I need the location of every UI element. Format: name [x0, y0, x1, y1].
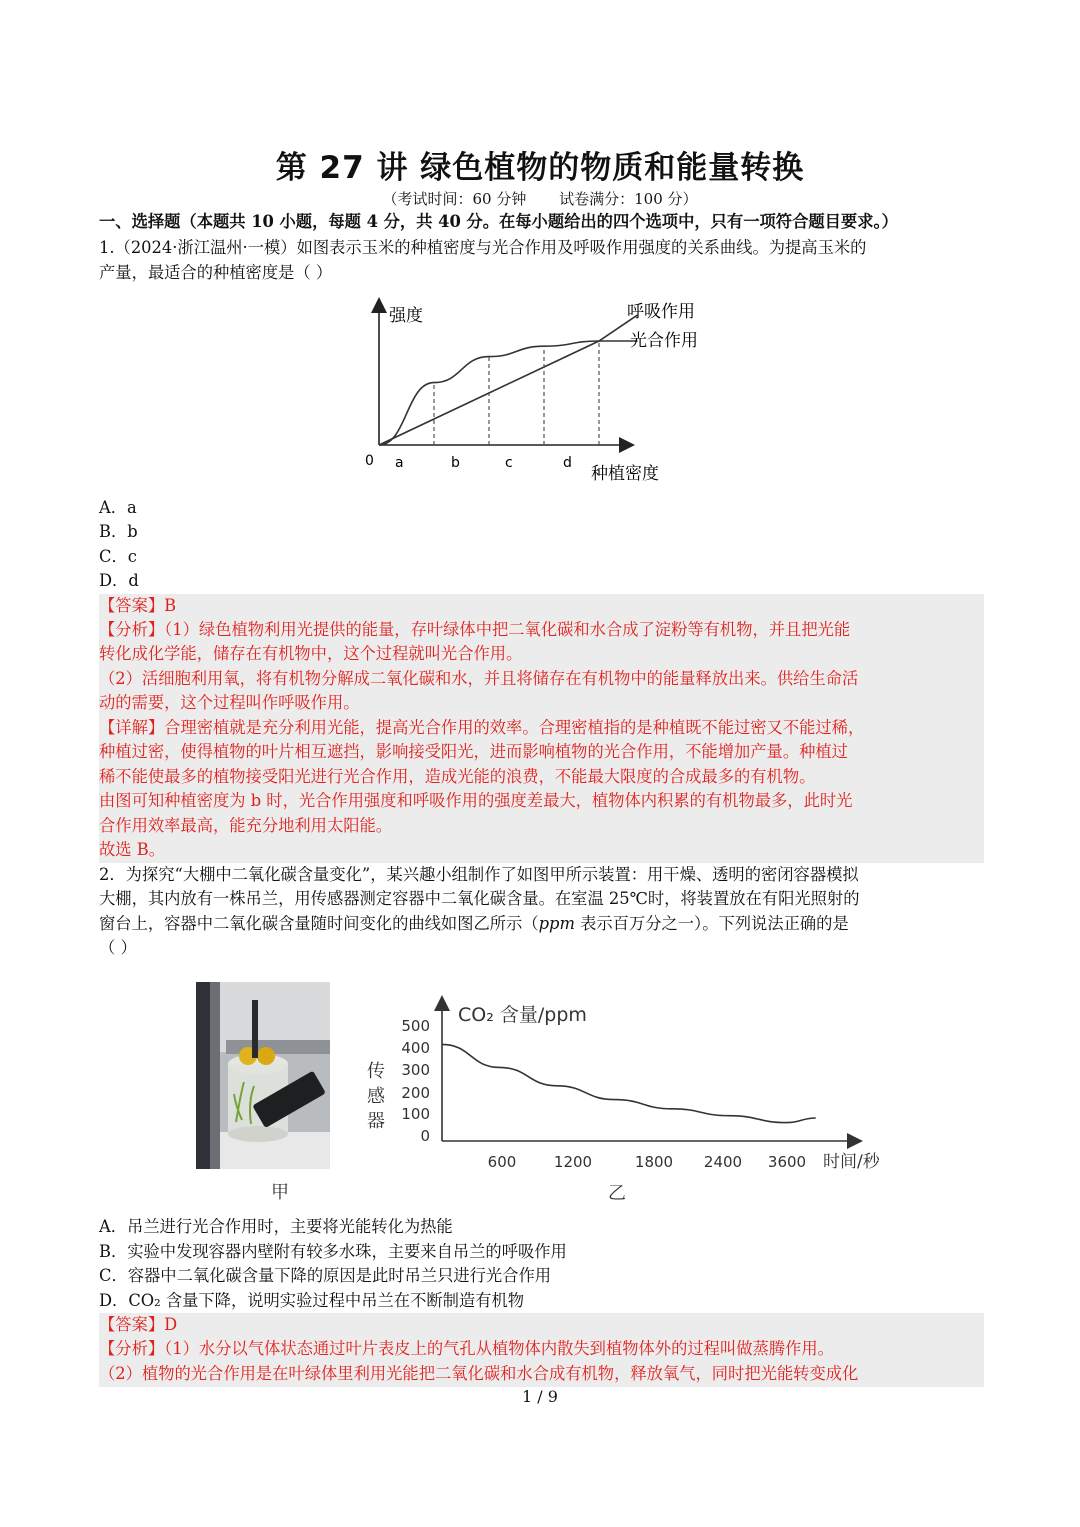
exam-score: 试卷满分：100 分） [559, 190, 698, 208]
q2-x-tick-1200: 1200 [553, 1153, 593, 1171]
q1-analysis-4: 动的需要，这个过程叫作呼吸作用。 [99, 691, 984, 716]
fig-label-jia: 甲 [271, 1182, 289, 1203]
q1-detail-2: 种植过密，使得植物的叶片相互遮挡，影响接受阳光，进而影响植物的光合作用，不能增加产量。种植过 [99, 740, 984, 765]
q1-option-d: D．d [99, 571, 139, 590]
q2-sensor-char-1: 传 [367, 1061, 385, 1082]
q1-analysis-text1: （1）绿色植物利用光提供的能量，存叶绿体中把二氧化碳和水合成了淀粉等有机物，并且把光能 [164, 620, 851, 639]
q2-answer [99, 1313, 984, 1338]
q2-x-tick-600: 600 [487, 1153, 517, 1171]
q2-stem3-c: 表示百万分之一）。下列说法正确的是 [574, 914, 849, 933]
exam-info [0, 188, 1080, 209]
q2-analysis-label: 【分析】 [99, 1339, 165, 1358]
page-title: 第 27 讲 绿色植物的物质和能量转换 [275, 150, 805, 186]
q2-x-tick-2400: 2400 [703, 1153, 743, 1171]
q2-option-a: A．吊兰进行光合作用时，主要将光能转化为热能 [99, 1217, 453, 1236]
q1-x-label: 种植密度 [591, 464, 659, 484]
page-number: 1 / 9 [522, 1387, 558, 1406]
q1-chart [355, 295, 715, 490]
q1-detail-5: 合作用效率最高，能充分地利用太阳能。 [99, 814, 984, 839]
q1-analysis-label: 【分析】 [99, 620, 165, 639]
q2-y-tick-100: 100 [401, 1105, 430, 1123]
q2-option-c: C．容器中二氧化碳含量下降的原因是此时吊兰只进行光合作用 [99, 1266, 552, 1285]
q1-detail-6: 故选 B。 [99, 838, 984, 863]
q1-option-b: B．b [99, 522, 138, 541]
q2-y-tick-300: 300 [401, 1061, 430, 1079]
q2-stem-line1: 2．为探究“大棚中二氧化碳含量变化”，某兴趣小组制作了如图甲所示装置：用干燥、透明的密闭容器模拟 [99, 865, 859, 884]
q2-stem3-a: 窗台上，容器中二氧化碳含量随时间变化的曲线如图乙所示（ [99, 914, 539, 933]
q1-analysis-3: （2）活细胞利用氧，将有机物分解成二氧化碳和水，并且将储存在有机物中的能量释放出来。供给生命活 [99, 667, 984, 692]
q1-analysis-1 [99, 618, 984, 643]
q1-tick-c: c [505, 455, 513, 471]
q2-x-tick-1800: 1800 [634, 1153, 674, 1171]
q1-stem-line1: 1.（2024·浙江温州·一模）如图表示玉米的种植密度与光合作用及呼吸作用强度的关系曲线。为提高玉米的 [99, 238, 867, 257]
q2-x-tick-3600: 3600 [767, 1153, 807, 1171]
q1-answer-value: B [164, 596, 177, 615]
q2-stem-line4: （ ） [99, 938, 137, 957]
q1-detail-label: 【详解】 [99, 718, 165, 737]
q1-legend-photosynthesis: 光合作用 [630, 331, 698, 351]
q2-y-tick-200: 200 [401, 1084, 430, 1102]
q2-option-b: B．实验中发现容器内壁附有较多水珠，主要来自吊兰的呼吸作用 [99, 1242, 567, 1261]
section-heading: 一、选择题（本题共 10 小题，每题 4 分，共 40 分。在每小题给出的四个选项中，只有一项符合题目要求。） [99, 212, 898, 231]
q2-y-tick-0: 0 [420, 1127, 430, 1145]
q1-stem-line2: 产量，最适合的种植密度是（ ） [99, 263, 333, 282]
q2-answer-value: D [164, 1315, 178, 1334]
q2-sensor-char-3: 器 [367, 1111, 385, 1132]
q2-x-label: 时间/秒 [823, 1152, 880, 1172]
q2-sensor-char-2: 感 [367, 1086, 385, 1107]
q1-origin-label: 0 [365, 453, 374, 469]
q2-y-tick-500: 500 [401, 1017, 430, 1035]
q1-tick-a: a [395, 455, 404, 471]
q1-detail-text1: 合理密植就是充分利用光能，提高光合作用的效率。合理密植指的是种植既不能过密又不能过稀， [164, 718, 865, 737]
q1-option-c: C．c [99, 547, 137, 566]
q1-y-label: 强度 [389, 306, 423, 326]
q1-tick-b: b [451, 455, 460, 471]
q2-answer-label: 【答案】 [99, 1315, 165, 1334]
q2-analysis-1 [99, 1337, 984, 1362]
q1-detail-1 [99, 716, 984, 741]
q1-analysis-2: 转化成化学能，储存在有机物中，这个过程就叫光合作用。 [99, 642, 984, 667]
q2-chart [360, 995, 905, 1205]
q2-option-d: D．CO₂ 含量下降，说明实验过程中吊兰在不断制造有机物 [99, 1291, 525, 1310]
q2-chart-title: CO₂ 含量/ppm [458, 1004, 587, 1026]
q1-option-a: A．a [99, 498, 137, 517]
q1-tick-d: d [563, 455, 572, 471]
q1-legend-respiration: 呼吸作用 [627, 302, 695, 322]
q2-series-co2 [442, 1044, 816, 1122]
q2-stem-line2: 大棚，其内放有一株吊兰，用传感器测定容器中二氧化碳含量。在室温 25℃时，将装置放在有阳光照射的 [99, 889, 860, 908]
q2-y-tick-400: 400 [401, 1039, 430, 1057]
device-photo [196, 982, 330, 1169]
q1-answer [99, 594, 984, 619]
q2-stem-line3 [99, 912, 984, 937]
q2-analysis-text1: （1）水分以气体状态通过叶片表皮上的气孔从植物体内散失到植物体外的过程叫做蒸腾作用。 [164, 1339, 834, 1358]
exam-time: （考试时间：60 分钟 [382, 190, 527, 208]
q1-detail-3: 稀不能使最多的植物接受阳光进行光合作用，造成光能的浪费，不能最大限度的合成最多的有机物。 [99, 765, 984, 790]
fig-label-yi: 乙 [608, 1183, 626, 1204]
q2-stem3-ppm: ppm [538, 914, 575, 933]
q1-chart-body [379, 305, 638, 445]
q1-answer-label: 【答案】 [99, 596, 165, 615]
q2-analysis-2: （2）植物的光合作用是在叶绿体里利用光能把二氧化碳和水合成有机物，释放氧气，同时把光能转变成化 [99, 1362, 984, 1387]
q1-detail-4: 由图可知种植密度为 b 时，光合作用强度和呼吸作用的强度差最大，植物体内积累的有机物最多，此时光 [99, 789, 984, 814]
